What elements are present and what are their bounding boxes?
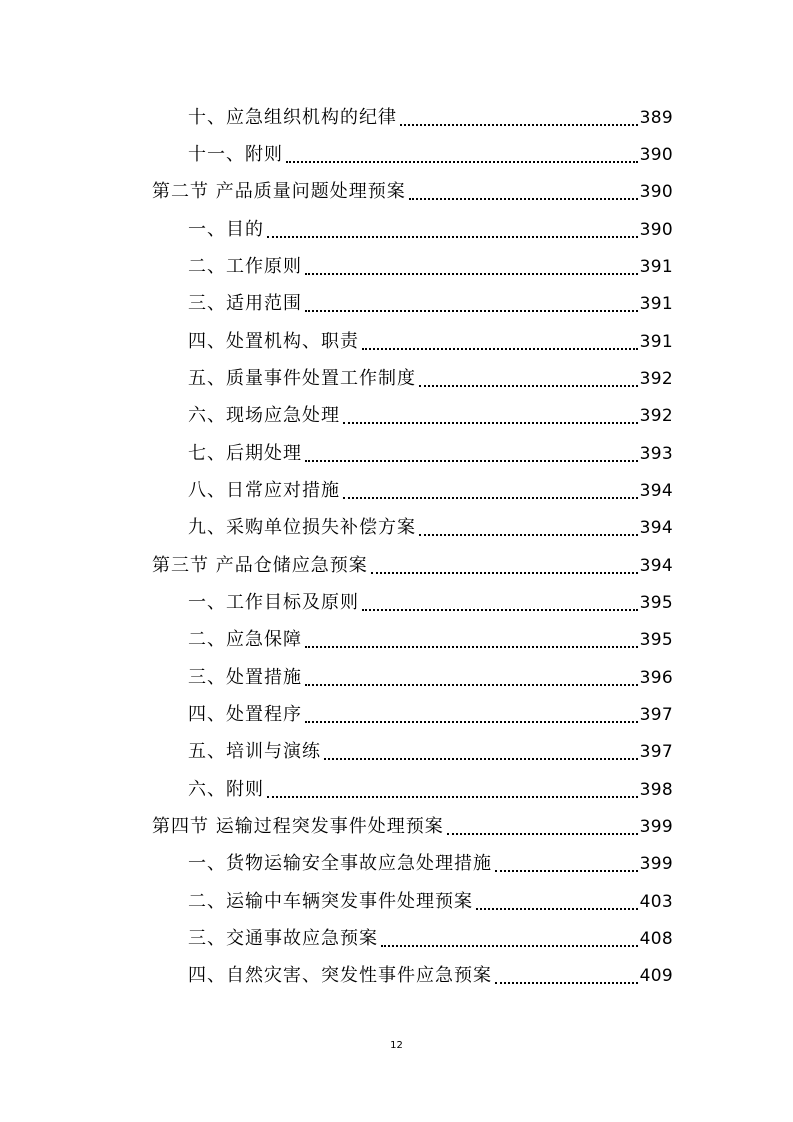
toc-entry-title: 一、目的 bbox=[188, 219, 264, 240]
dot-leader bbox=[419, 379, 638, 387]
toc-entry-title: 十一、附则 bbox=[188, 144, 283, 165]
dot-leader bbox=[476, 902, 638, 910]
toc-entry[interactable] bbox=[188, 512, 673, 540]
toc-section-entry[interactable] bbox=[152, 550, 673, 578]
toc-entry[interactable] bbox=[188, 400, 673, 428]
toc-entry-page: 408 bbox=[639, 929, 673, 949]
dot-leader bbox=[267, 230, 638, 238]
dot-leader bbox=[400, 118, 638, 126]
toc-entry-page: 399 bbox=[639, 854, 673, 874]
dot-leader bbox=[447, 827, 638, 835]
toc-entry-title: 四、自然灾害、突发性事件应急预案 bbox=[188, 965, 492, 986]
toc-entry-page: 399 bbox=[639, 817, 673, 837]
toc-entry-title: 六、现场应急处理 bbox=[188, 405, 340, 426]
toc-entry-title: 四、处置程序 bbox=[188, 704, 302, 725]
toc-entry-page: 389 bbox=[639, 108, 673, 128]
toc-entry-page: 394 bbox=[639, 481, 673, 501]
toc-entry[interactable] bbox=[188, 475, 673, 503]
toc-entry-title: 一、工作目标及原则 bbox=[188, 592, 359, 613]
toc-entry-title: 三、适用范围 bbox=[188, 293, 302, 314]
toc-entry-title: 九、采购单位损失补偿方案 bbox=[188, 517, 416, 538]
toc-entry-page: 392 bbox=[639, 406, 673, 426]
toc-entry-page: 392 bbox=[639, 369, 673, 389]
toc-entry[interactable] bbox=[188, 326, 673, 354]
toc-entry-title: 二、运输中车辆突发事件处理预案 bbox=[188, 891, 473, 912]
dot-leader bbox=[495, 976, 638, 984]
dot-leader bbox=[305, 267, 638, 275]
toc-entry-page: 409 bbox=[639, 966, 673, 986]
dot-leader bbox=[305, 304, 638, 312]
toc-entry-page: 391 bbox=[639, 332, 673, 352]
dot-leader bbox=[324, 752, 638, 760]
toc-entry-title: 二、应急保障 bbox=[188, 629, 302, 650]
toc-entry[interactable] bbox=[188, 251, 673, 279]
toc-entry-title: 三、处置措施 bbox=[188, 667, 302, 688]
dot-leader bbox=[343, 416, 638, 424]
toc-entry[interactable] bbox=[188, 587, 673, 615]
toc-section-entry[interactable] bbox=[152, 176, 673, 204]
toc-entry-page: 394 bbox=[639, 518, 673, 538]
toc-entry-page: 393 bbox=[639, 444, 673, 464]
toc-entry-title: 五、质量事件处置工作制度 bbox=[188, 368, 416, 389]
toc-entry-title: 八、日常应对措施 bbox=[188, 480, 340, 501]
toc-entry-page: 395 bbox=[639, 593, 673, 613]
dot-leader bbox=[495, 864, 638, 872]
toc-entry-page: 390 bbox=[639, 182, 673, 202]
dot-leader bbox=[419, 528, 638, 536]
dot-leader bbox=[267, 790, 638, 798]
dot-leader bbox=[305, 454, 638, 462]
toc-entry[interactable] bbox=[188, 139, 673, 167]
toc-entry-page: 397 bbox=[639, 742, 673, 762]
toc-entry-page: 397 bbox=[639, 705, 673, 725]
toc-entry-title: 一、货物运输安全事故应急处理措施 bbox=[188, 853, 492, 874]
toc-entry-page: 391 bbox=[639, 294, 673, 314]
toc-entry-title: 三、交通事故应急预案 bbox=[188, 928, 378, 949]
dot-leader bbox=[305, 715, 638, 723]
toc-entry[interactable] bbox=[188, 848, 673, 876]
toc-entry-page: 390 bbox=[639, 145, 673, 165]
toc-entry-page: 403 bbox=[639, 892, 673, 912]
toc-entry[interactable] bbox=[188, 662, 673, 690]
toc-entry-page: 396 bbox=[639, 668, 673, 688]
toc-entry-title: 五、培训与演练 bbox=[188, 741, 321, 762]
toc-entry-page: 390 bbox=[639, 220, 673, 240]
toc-entry[interactable] bbox=[188, 288, 673, 316]
toc-entry-title: 七、后期处理 bbox=[188, 443, 302, 464]
dot-leader bbox=[286, 155, 638, 163]
toc-entry[interactable] bbox=[188, 624, 673, 652]
toc-entry-title: 第三节 产品仓储应急预案 bbox=[152, 555, 368, 576]
toc-entry-page: 395 bbox=[639, 630, 673, 650]
toc-entry-title: 六、附则 bbox=[188, 779, 264, 800]
toc-entry-title: 四、处置机构、职责 bbox=[188, 331, 359, 352]
dot-leader bbox=[305, 678, 638, 686]
dot-leader bbox=[362, 342, 638, 350]
toc-entry[interactable] bbox=[188, 886, 673, 914]
toc-entry[interactable] bbox=[188, 736, 673, 764]
toc-section-entry[interactable] bbox=[152, 811, 673, 839]
dot-leader bbox=[343, 491, 638, 499]
toc-entry[interactable] bbox=[188, 363, 673, 391]
toc-entry[interactable] bbox=[188, 699, 673, 727]
toc-entry-page: 391 bbox=[639, 257, 673, 277]
toc-entry[interactable] bbox=[188, 774, 673, 802]
toc-entry[interactable] bbox=[188, 438, 673, 466]
dot-leader bbox=[409, 192, 638, 200]
toc-entry-title: 第四节 运输过程突发事件处理预案 bbox=[152, 816, 444, 837]
toc-entry[interactable] bbox=[188, 102, 673, 130]
toc-entry-title: 第二节 产品质量问题处理预案 bbox=[152, 181, 406, 202]
toc-entry-page: 394 bbox=[639, 556, 673, 576]
toc-entry[interactable] bbox=[188, 960, 673, 988]
toc-entry[interactable] bbox=[188, 923, 673, 951]
toc-entry-title: 十、应急组织机构的纪律 bbox=[188, 107, 397, 128]
dot-leader bbox=[362, 603, 638, 611]
dot-leader bbox=[371, 566, 638, 574]
dot-leader bbox=[381, 939, 638, 947]
toc-entry-title: 二、工作原则 bbox=[188, 256, 302, 277]
toc-entry-page: 398 bbox=[639, 780, 673, 800]
page-number: 12 bbox=[390, 1040, 403, 1051]
dot-leader bbox=[305, 640, 638, 648]
toc-entry[interactable] bbox=[188, 214, 673, 242]
